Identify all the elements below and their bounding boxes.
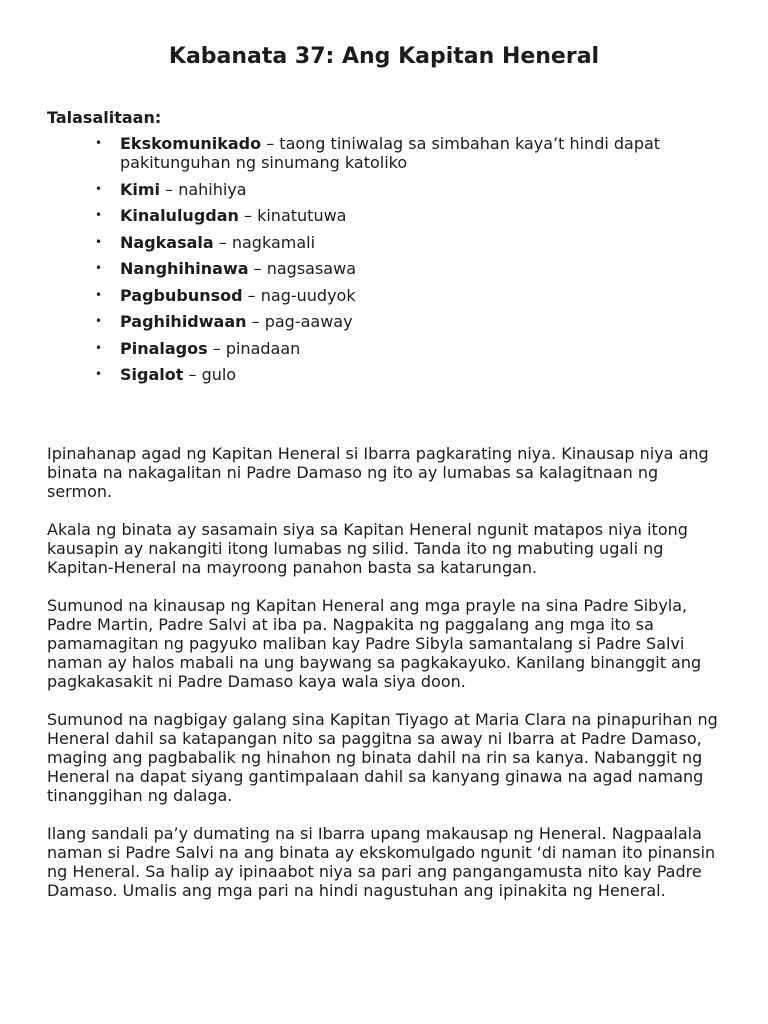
paragraph: Sumunod na kinausap ng Kapitan Heneral ang mga prayle na sina Padre Sibyla, Padre Martin, Padre Salvi at iba pa. Nagpakita ng paggalang ang mga ito sa pamamagitan ng pagyuko maliban kay Padre Sibyla samantalang si Padre Salvi naman ay halos mabali na ung baywang sa pagkakayuko. Kanilang binanggit ang pagkakasakit ni Padre Damaso kaya wala siya doon.	[47, 596, 702, 691]
paragraph: Ipinahanap agad ng Kapitan Heneral si Ibarra pagkarating niya. Kinausap niya ang binata na nakagalitan ni Padre Damaso ng ito ay lumabas sa kalagitnaan ng sermon.	[47, 444, 709, 501]
vocabulary-term: Ekskomunikado	[120, 134, 262, 153]
vocabulary-definition: – nagkamali	[213, 232, 316, 252]
vocabulary-item	[95, 286, 725, 305]
vocabulary-term: Paghihidwaan	[120, 312, 247, 331]
vocabulary-item	[95, 233, 725, 252]
vocabulary-term: Pinalagos	[120, 338, 208, 358]
body-text	[47, 444, 727, 919]
paragraph: Ilang sandali pa’y dumating na si Ibarra upang makausap ng Heneral. Nagpaalala naman si Padre Salvi na ang binata ay ekskomulgado ngunit ‘di naman ito pinansin ng Heneral. Sa halip ay ipinaabot niya sa pari ang pangangamusta nito kay Padre Damaso. Umalis ang mga pari na hindi nagustuhan ang ipinakita ng Heneral.	[47, 824, 716, 900]
vocabulary-definition: – nahihiya	[160, 179, 247, 199]
vocabulary-definition: – kinatutuwa	[238, 206, 347, 225]
vocabulary-definition: – gulo	[183, 365, 237, 384]
bullet-icon: •	[95, 340, 103, 355]
vocabulary-term: Sigalot	[120, 365, 184, 384]
vocabulary-item	[95, 206, 725, 225]
vocabulary-definition: – pag-aaway	[246, 312, 353, 331]
bullet-icon: •	[95, 234, 103, 249]
bullet-icon: •	[95, 136, 103, 150]
vocabulary-item	[95, 259, 725, 278]
vocabulary-term: Kinalulugdan	[120, 206, 239, 225]
vocabulary-item	[95, 339, 725, 358]
vocabulary-term: Nagkasala	[120, 232, 214, 252]
vocabulary-item	[95, 134, 725, 172]
bullet-icon: •	[95, 181, 103, 196]
vocabulary-definition: – pinadaan	[207, 338, 301, 358]
bullet-icon: •	[95, 367, 103, 381]
vocabulary-item	[95, 365, 725, 384]
paragraph: Akala ng binata ay sasamain siya sa Kapitan Heneral ngunit matapos niya itong kausapin ay nakangiti itong lumabas ng silid. Tanda ito ng mabuting ugali ng Kapitan-Heneral na mayroong panahon basta sa katarungan.	[47, 520, 688, 577]
bullet-icon: •	[95, 208, 103, 222]
vocabulary-heading: Talasalitaan:	[47, 108, 162, 127]
vocabulary-item	[95, 180, 725, 199]
vocabulary-item	[95, 312, 725, 331]
bullet-icon: •	[95, 314, 103, 328]
vocabulary-definition: – nagsasawa	[248, 259, 356, 278]
vocabulary-list	[95, 134, 725, 392]
page-title: Kabanata 37: Ang Kapitan Heneral	[168, 44, 600, 69]
bullet-icon: •	[95, 287, 103, 302]
vocabulary-term: Kimi	[120, 179, 161, 199]
vocabulary-definition: – nag-uudyok	[242, 285, 356, 305]
vocabulary-term: Nanghihinawa	[120, 259, 249, 278]
vocabulary-definition: – taong tiniwalag sa simbahan kaya’t hindi dapat pakitunguhan ng sinumang katoliko	[120, 134, 661, 172]
vocabulary-term: Pagbubunsod	[120, 285, 243, 305]
paragraph: Sumunod na nagbigay galang sina Kapitan Tiyago at Maria Clara na pinapurihan ng Heneral dahil sa katapangan nito sa paggitna sa away ni Ibarra at Padre Damaso, maging ang pagbabalik ng hinahon ng binata dahil na rin sa kanya. Nabanggit ng Heneral na dapat siyang gantimpalaan dahil sa kanyang ginawa na agad namang tinanggihan ng dalaga.	[47, 710, 718, 805]
bullet-icon: •	[95, 261, 103, 275]
